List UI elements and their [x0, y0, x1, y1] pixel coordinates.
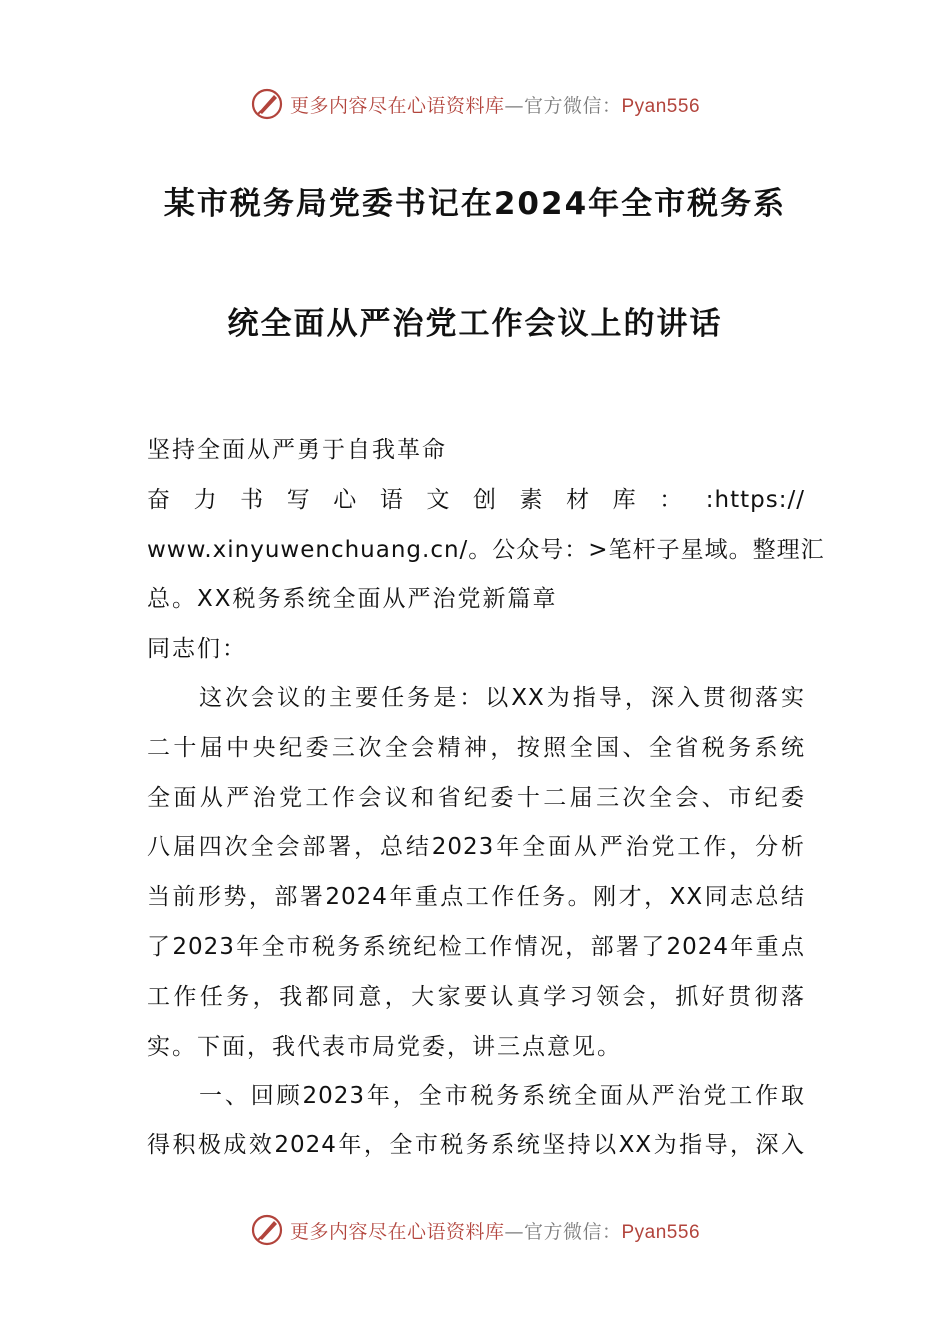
body-line: 总。XX税务系统全面从严治党新篇章 [147, 586, 558, 612]
quill-logo-icon [250, 1213, 284, 1247]
body-line: 实。下面，我代表市局党委，讲三点意见。 [147, 1034, 622, 1060]
quill-logo-icon [250, 87, 284, 121]
document-title-line-1: 某市税务局党委书记在2024年全市税务系 [163, 186, 787, 222]
banner-text: 更多内容尽在心语资料库—官方微信：Pyan556 [289, 94, 701, 117]
body-line: 八届四次全会部署，总结2023年全面从严治党工作，分析 [147, 834, 805, 860]
footer-banner [0, 1208, 950, 1252]
body-line: 全面从严治党工作会议和省纪委十二届三次全会、市纪委 [147, 785, 805, 811]
body-line: 这次会议的主要任务是：以XX为指导，深入贯彻落实 [199, 685, 805, 711]
banner-text: 更多内容尽在心语资料库—官方微信：Pyan556 [289, 1220, 701, 1243]
header-banner [0, 82, 950, 126]
body-line: 二十届中央纪委三次全会精神，按照全国、全省税务系统 [147, 735, 805, 761]
body-line: 了2023年全市税务系统纪检工作情况，部署了2024年重点 [147, 934, 805, 960]
body-line: 奋力书写心语文创素材库：:https:// [147, 487, 805, 513]
document-title-line-2: 统全面从严治党工作会议上的讲话 [227, 306, 723, 342]
body-line: 坚持全面从严勇于自我革命 [147, 437, 447, 463]
body-line: 当前形势，部署2024年重点工作任务。刚才，XX同志总结 [147, 884, 805, 910]
body-line: 得积极成效2024年，全市税务系统坚持以XX为指导，深入 [147, 1132, 805, 1158]
body-line: www.xinyuwenchuang.cn/。公众号：>笔杆子星域。整理汇 [147, 537, 825, 563]
body-line: 工作任务，我都同意，大家要认真学习领会，抓好贯彻落 [147, 984, 805, 1010]
body-line: 同志们： [147, 636, 247, 662]
body-line: 一、回顾2023年，全市税务系统全面从严治党工作取 [199, 1083, 805, 1109]
